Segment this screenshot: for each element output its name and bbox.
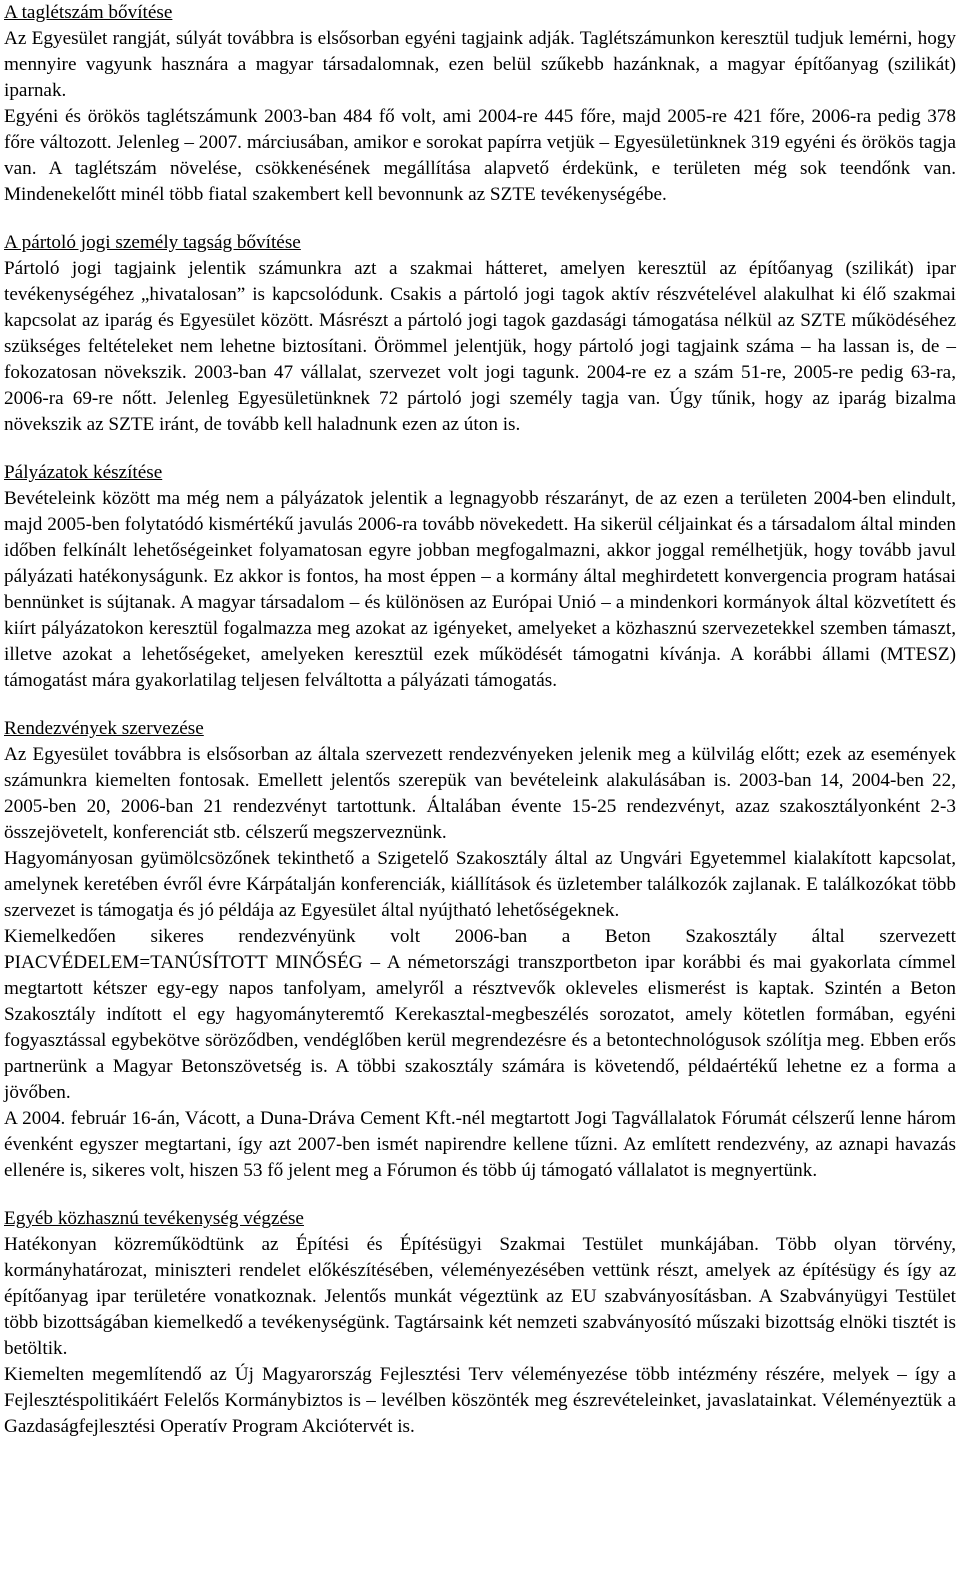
- section-egyeb-kozhasznu: [4, 1206, 956, 1440]
- paragraph: Egyéni és örökös taglétszámunk 2003-ban 484 fő volt, ami 2004-re 445 főre, majd 2005-re 421 főre, 2006-ra pedig 378 főre változott. Jelenleg – 2007. márciusában, amikor e sorokat papírra vetjük – Egyesületünknek 319 egyéni és örökös tagja van. A taglétszám növelése, csökkenésének megállítása alapvető érdekünk, e területen még sok teendőnk van. Mindenekelőtt minél több fiatal szakembert kell bevonnunk az SZTE tevékenységébe.: [4, 106, 956, 205]
- paragraph: Kiemelten megemlítendő az Új Magyarország Fejlesztési Terv véleményezése több intézmény részére, melyek – így a Fejlesztéspolitikáért Felelős Kormánybiztos is – levélben köszönték meg észrevételeinket, javaslatainkat. Véleményeztük a Gazdaságfejlesztési Operatív Program Akciótervét is.: [4, 1364, 956, 1437]
- section-spacer: [4, 438, 956, 460]
- paragraph: Hatékonyan közreműködtünk az Építési és Építésügyi Szakmai Testület munkájában. Több olyan törvény, kormányhatározat, miniszteri rendelet előkészítésében, véleményezésében vettünk részt, amelyek az építésügy és így az építőanyag ipar területére vonatkoznak. Jelentős munkát végeztünk az EU szabványosításban. A Szabványügyi Testület több bizottságában kiemelkedő a tevékenységünk. Tagtársaink két nemzeti szabványosító műszaki bizottság elnöki tisztét is betöltik.: [4, 1234, 956, 1359]
- section-heading: Egyéb közhasznú tevékenység végzése: [4, 1208, 304, 1229]
- section-heading: Pályázatok készítése: [4, 462, 163, 483]
- section-heading: A taglétszám bővítése: [4, 2, 173, 23]
- section-heading: Rendezvények szervezése: [4, 718, 204, 739]
- paragraph: A 2004. február 16-án, Vácott, a Duna-Dráva Cement Kft.-nél megtartott Jogi Tagvállalatok Fórumát célszerű lenne három évenként egyszer megtartani, így azt 2007-ben ismét napirendre kellene tűzni. Az említett rendezvény, az aznapi havazás ellenére is, sikeres volt, hiszen 53 fő jelent meg a Fórumon és több új támogató vállalatot is megnyertünk.: [4, 1108, 956, 1181]
- section-rendezvenyek: [4, 716, 956, 1184]
- paragraph: Bevételeink között ma még nem a pályázatok jelentik a legnagyobb részarányt, de az ezen a területen 2004-ben elindult, majd 2005-ben folytatódó kismértékű javulás 2006-ra tovább növekedett. Ha sikerül céljainkat és a társadalom által minden időben felkínált lehetőségeinket folyamatosan egyre jobban megfogalmazni, akkor joggal remélhetjük, hogy tovább javul pályázati hatékonyságunk. Ez akkor is fontos, ha most éppen – a kormány által meghirdetett konvergencia program hatásai bennünket is sújtanak. A magyar társadalom – és különösen az Európai Unió – a mindenkori kormányok által közvetített és kiírt pályázatokon keresztül fogalmazza meg azokat az igényeket, amelyeket a közhasznú szervezetekkel szemben támaszt, illetve azokat a lehetőségeket, amelyeken keresztül ezek működését támogatni kívánja. A korábbi állami (MTESZ) támogatást mára gyakorlatilag teljesen felváltotta a pályázati támogatás.: [4, 488, 956, 691]
- paragraph: Hagyományosan gyümölcsözőnek tekinthető a Szigetelő Szakosztály által az Ungvári Egyetemmel kialakított kapcsolat, amelynek keretében évről évre Kárpátalján konferenciák, kiállítások és üzletember találkozók zajlanak. E találkozókat több szervezet is támogatja és jó példája az Egyesület által nyújtható lehetőségeknek.: [4, 848, 956, 921]
- paragraph: Pártoló jogi tagjaink jelentik számunkra azt a szakmai hátteret, amelyen keresztül az építőanyag (szilikát) ipar tevékenységéhez „hivatalosan” is kapcsolódunk. Csakis a pártoló jogi tagok aktív részvételével alakulhat ki élő szakmai kapcsolat az iparág és Egyesület között. Másrészt a pártoló jogi tagok gazdasági támogatása nélkül az SZTE működéséhez szükséges feltételeket nem lehetne biztosítani. Örömmel jelentjük, hogy pártoló jogi tagjaink száma – ha lassan is, de – fokozatosan növekszik. 2003-ban 47 vállalat, szervezet volt jogi tagunk. 2004-re ez a szám 51-re, 2005-re pedig 63-ra, 2006-ra 69-re nőtt. Jelenleg Egyesületünknek 72 pártoló jogi személy tagja van. Úgy tűnik, hogy az iparág bizalma növekszik az SZTE iránt, de tovább kell haladnunk ezen az úton is.: [4, 258, 956, 435]
- section-heading: A pártoló jogi személy tagság bővítése: [4, 232, 301, 253]
- paragraph: Kiemelkedően sikeres rendezvényünk volt 2006-ban a Beton Szakosztály által szervezett PIACVÉDELEM=TANÚSÍTOTT MINŐSÉG – A németországi transzportbeton ipar korábbi és mai gyakorlata címmel megtartott kétszer egy-egy napos tanfolyam, amelyről a résztvevők okleveles elismerést is kaptak. Szintén a Beton Szakosztály indított el egy hagyományteremtő Kerekasztal-megbeszélés sorozatot, amely kötetlen formában, egyéni fogyasztással egybekötve söröződben, vendéglőben kerül megrendezésre és a betontechnológusok szólítja meg. Ebben erős partnerünk a Magyar Betonszövetség is. A többi szakosztály számára is követendő, példaértékű lehetne ez a forma a jövőben.: [4, 926, 956, 1103]
- section-partolo-tagsag: [4, 230, 956, 438]
- section-palyazatok: [4, 460, 956, 694]
- paragraph: Az Egyesület továbbra is elsősorban az általa szervezett rendezvényeken jelenik meg a külvilág előtt; ezek az események számunkra kiemelten fontosak. Emellett jelentős szerepük van bevételeink alakulásában is. 2003-ban 14, 2004-ben 22, 2005-ben 20, 2006-ban 21 rendezvényt tartottunk. Általában évente 15-25 rendezvényt, azaz szakosztályonként 2-3 összejövetelt, konferenciát stb. célszerű megszerveznünk.: [4, 744, 956, 843]
- section-spacer: [4, 208, 956, 230]
- section-taglétszám: [4, 0, 956, 208]
- section-spacer: [4, 694, 956, 716]
- paragraph: Az Egyesület rangját, súlyát továbbra is elsősorban egyéni tagjaink adják. Taglétszámunkon keresztül tudjuk lemérni, hogy mennyire vagyunk hasznára a magyar társadalomnak, ezen belül szűkebb hazánknak, a magyar építőanyag (szilikát) iparnak.: [4, 28, 956, 101]
- section-spacer: [4, 1184, 956, 1206]
